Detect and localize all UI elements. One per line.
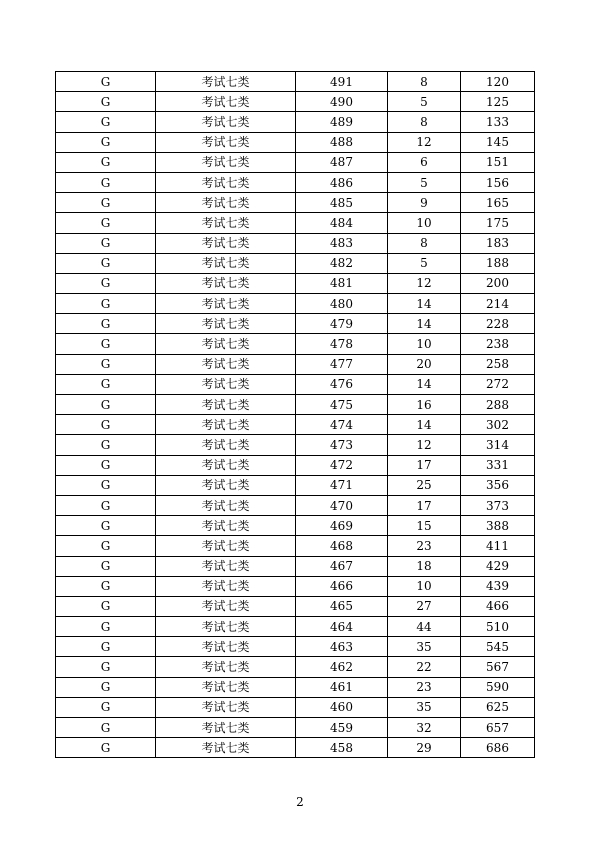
score-cell: 489 bbox=[296, 112, 388, 132]
category-cell: G bbox=[56, 738, 156, 758]
category-cell: G bbox=[56, 536, 156, 556]
category-cell: G bbox=[56, 657, 156, 677]
table-row bbox=[56, 617, 535, 637]
score-cell: 483 bbox=[296, 233, 388, 253]
type-cell: 考试七类 bbox=[156, 273, 296, 293]
category-cell: G bbox=[56, 112, 156, 132]
cumulative-cell: 175 bbox=[461, 213, 535, 233]
type-cell: 考试七类 bbox=[156, 415, 296, 435]
cumulative-cell: 302 bbox=[461, 415, 535, 435]
type-cell: 考试七类 bbox=[156, 354, 296, 374]
count-cell: 12 bbox=[388, 273, 461, 293]
category-cell: G bbox=[56, 132, 156, 152]
score-cell: 463 bbox=[296, 637, 388, 657]
type-cell: 考试七类 bbox=[156, 172, 296, 192]
cumulative-cell: 590 bbox=[461, 677, 535, 697]
count-cell: 35 bbox=[388, 697, 461, 717]
type-cell: 考试七类 bbox=[156, 233, 296, 253]
score-cell: 470 bbox=[296, 495, 388, 515]
cumulative-cell: 120 bbox=[461, 72, 535, 92]
table-row bbox=[56, 334, 535, 354]
count-cell: 12 bbox=[388, 132, 461, 152]
count-cell: 20 bbox=[388, 354, 461, 374]
score-cell: 477 bbox=[296, 354, 388, 374]
type-cell: 考试七类 bbox=[156, 617, 296, 637]
category-cell: G bbox=[56, 718, 156, 738]
type-cell: 考试七类 bbox=[156, 738, 296, 758]
cumulative-cell: 331 bbox=[461, 455, 535, 475]
type-cell: 考试七类 bbox=[156, 435, 296, 455]
count-cell: 29 bbox=[388, 738, 461, 758]
type-cell: 考试七类 bbox=[156, 334, 296, 354]
cumulative-cell: 466 bbox=[461, 596, 535, 616]
type-cell: 考试七类 bbox=[156, 475, 296, 495]
table-row bbox=[56, 193, 535, 213]
count-cell: 23 bbox=[388, 677, 461, 697]
category-cell: G bbox=[56, 395, 156, 415]
count-cell: 22 bbox=[388, 657, 461, 677]
category-cell: G bbox=[56, 172, 156, 192]
category-cell: G bbox=[56, 294, 156, 314]
table-row bbox=[56, 72, 535, 92]
count-cell: 25 bbox=[388, 475, 461, 495]
type-cell: 考试七类 bbox=[156, 152, 296, 172]
category-cell: G bbox=[56, 415, 156, 435]
type-cell: 考试七类 bbox=[156, 536, 296, 556]
category-cell: G bbox=[56, 475, 156, 495]
category-cell: G bbox=[56, 213, 156, 233]
table-row bbox=[56, 596, 535, 616]
count-cell: 9 bbox=[388, 193, 461, 213]
type-cell: 考试七类 bbox=[156, 253, 296, 273]
category-cell: G bbox=[56, 354, 156, 374]
category-cell: G bbox=[56, 314, 156, 334]
table-row bbox=[56, 536, 535, 556]
count-cell: 14 bbox=[388, 314, 461, 334]
count-cell: 8 bbox=[388, 72, 461, 92]
count-cell: 14 bbox=[388, 374, 461, 394]
score-cell: 472 bbox=[296, 455, 388, 475]
count-cell: 10 bbox=[388, 213, 461, 233]
score-cell: 467 bbox=[296, 556, 388, 576]
type-cell: 考试七类 bbox=[156, 697, 296, 717]
score-cell: 464 bbox=[296, 617, 388, 637]
count-cell: 17 bbox=[388, 455, 461, 475]
cumulative-cell: 429 bbox=[461, 556, 535, 576]
type-cell: 考试七类 bbox=[156, 72, 296, 92]
type-cell: 考试七类 bbox=[156, 92, 296, 112]
table-row bbox=[56, 395, 535, 415]
score-cell: 491 bbox=[296, 72, 388, 92]
cumulative-cell: 165 bbox=[461, 193, 535, 213]
cumulative-cell: 156 bbox=[461, 172, 535, 192]
score-cell: 487 bbox=[296, 152, 388, 172]
count-cell: 12 bbox=[388, 435, 461, 455]
table-row bbox=[56, 475, 535, 495]
count-cell: 15 bbox=[388, 516, 461, 536]
category-cell: G bbox=[56, 92, 156, 112]
cumulative-cell: 314 bbox=[461, 435, 535, 455]
category-cell: G bbox=[56, 495, 156, 515]
count-cell: 6 bbox=[388, 152, 461, 172]
table-row bbox=[56, 273, 535, 293]
type-cell: 考试七类 bbox=[156, 294, 296, 314]
count-cell: 10 bbox=[388, 334, 461, 354]
cumulative-cell: 657 bbox=[461, 718, 535, 738]
cumulative-cell: 125 bbox=[461, 92, 535, 112]
table-row bbox=[56, 697, 535, 717]
type-cell: 考试七类 bbox=[156, 374, 296, 394]
table-row bbox=[56, 495, 535, 515]
score-table bbox=[55, 71, 535, 758]
cumulative-cell: 288 bbox=[461, 395, 535, 415]
cumulative-cell: 625 bbox=[461, 697, 535, 717]
table-row bbox=[56, 354, 535, 374]
score-cell: 461 bbox=[296, 677, 388, 697]
score-cell: 480 bbox=[296, 294, 388, 314]
category-cell: G bbox=[56, 193, 156, 213]
count-cell: 5 bbox=[388, 172, 461, 192]
count-cell: 5 bbox=[388, 92, 461, 112]
category-cell: G bbox=[56, 152, 156, 172]
cumulative-cell: 183 bbox=[461, 233, 535, 253]
table-row bbox=[56, 718, 535, 738]
score-cell: 481 bbox=[296, 273, 388, 293]
table-row bbox=[56, 233, 535, 253]
score-cell: 486 bbox=[296, 172, 388, 192]
type-cell: 考试七类 bbox=[156, 657, 296, 677]
count-cell: 27 bbox=[388, 596, 461, 616]
category-cell: G bbox=[56, 455, 156, 475]
score-cell: 459 bbox=[296, 718, 388, 738]
type-cell: 考试七类 bbox=[156, 596, 296, 616]
count-cell: 44 bbox=[388, 617, 461, 637]
score-cell: 488 bbox=[296, 132, 388, 152]
category-cell: G bbox=[56, 273, 156, 293]
category-cell: G bbox=[56, 596, 156, 616]
score-cell: 475 bbox=[296, 395, 388, 415]
score-cell: 474 bbox=[296, 415, 388, 435]
table-row bbox=[56, 435, 535, 455]
table-row bbox=[56, 738, 535, 758]
count-cell: 35 bbox=[388, 637, 461, 657]
count-cell: 17 bbox=[388, 495, 461, 515]
cumulative-cell: 228 bbox=[461, 314, 535, 334]
count-cell: 23 bbox=[388, 536, 461, 556]
cumulative-cell: 200 bbox=[461, 273, 535, 293]
table-row bbox=[56, 314, 535, 334]
type-cell: 考试七类 bbox=[156, 395, 296, 415]
count-cell: 5 bbox=[388, 253, 461, 273]
score-cell: 479 bbox=[296, 314, 388, 334]
score-cell: 490 bbox=[296, 92, 388, 112]
cumulative-cell: 258 bbox=[461, 354, 535, 374]
category-cell: G bbox=[56, 697, 156, 717]
count-cell: 10 bbox=[388, 576, 461, 596]
cumulative-cell: 133 bbox=[461, 112, 535, 132]
cumulative-cell: 439 bbox=[461, 576, 535, 596]
table-row bbox=[56, 415, 535, 435]
table-row bbox=[56, 455, 535, 475]
type-cell: 考试七类 bbox=[156, 314, 296, 334]
score-cell: 465 bbox=[296, 596, 388, 616]
score-cell: 482 bbox=[296, 253, 388, 273]
count-cell: 14 bbox=[388, 294, 461, 314]
table-row bbox=[56, 132, 535, 152]
type-cell: 考试七类 bbox=[156, 213, 296, 233]
table-row bbox=[56, 657, 535, 677]
score-cell: 473 bbox=[296, 435, 388, 455]
score-cell: 484 bbox=[296, 213, 388, 233]
score-cell: 485 bbox=[296, 193, 388, 213]
category-cell: G bbox=[56, 617, 156, 637]
table-row bbox=[56, 92, 535, 112]
category-cell: G bbox=[56, 72, 156, 92]
type-cell: 考试七类 bbox=[156, 132, 296, 152]
category-cell: G bbox=[56, 677, 156, 697]
cumulative-cell: 545 bbox=[461, 637, 535, 657]
category-cell: G bbox=[56, 374, 156, 394]
type-cell: 考试七类 bbox=[156, 556, 296, 576]
category-cell: G bbox=[56, 637, 156, 657]
type-cell: 考试七类 bbox=[156, 112, 296, 132]
cumulative-cell: 145 bbox=[461, 132, 535, 152]
cumulative-cell: 411 bbox=[461, 536, 535, 556]
type-cell: 考试七类 bbox=[156, 576, 296, 596]
cumulative-cell: 188 bbox=[461, 253, 535, 273]
category-cell: G bbox=[56, 233, 156, 253]
count-cell: 16 bbox=[388, 395, 461, 415]
type-cell: 考试七类 bbox=[156, 637, 296, 657]
type-cell: 考试七类 bbox=[156, 495, 296, 515]
score-cell: 468 bbox=[296, 536, 388, 556]
category-cell: G bbox=[56, 556, 156, 576]
table-row bbox=[56, 172, 535, 192]
table-row bbox=[56, 152, 535, 172]
score-cell: 460 bbox=[296, 697, 388, 717]
cumulative-cell: 388 bbox=[461, 516, 535, 536]
type-cell: 考试七类 bbox=[156, 455, 296, 475]
page-number: 2 bbox=[296, 795, 304, 809]
cumulative-cell: 373 bbox=[461, 495, 535, 515]
score-cell: 471 bbox=[296, 475, 388, 495]
score-cell: 469 bbox=[296, 516, 388, 536]
cumulative-cell: 356 bbox=[461, 475, 535, 495]
score-cell: 476 bbox=[296, 374, 388, 394]
table-row bbox=[56, 516, 535, 536]
cumulative-cell: 238 bbox=[461, 334, 535, 354]
count-cell: 8 bbox=[388, 233, 461, 253]
score-cell: 458 bbox=[296, 738, 388, 758]
cumulative-cell: 510 bbox=[461, 617, 535, 637]
score-cell: 462 bbox=[296, 657, 388, 677]
table-row bbox=[56, 576, 535, 596]
table-row bbox=[56, 637, 535, 657]
table-row bbox=[56, 677, 535, 697]
count-cell: 14 bbox=[388, 415, 461, 435]
count-cell: 18 bbox=[388, 556, 461, 576]
table-body bbox=[56, 72, 535, 758]
category-cell: G bbox=[56, 576, 156, 596]
count-cell: 8 bbox=[388, 112, 461, 132]
category-cell: G bbox=[56, 334, 156, 354]
category-cell: G bbox=[56, 435, 156, 455]
table-row bbox=[56, 213, 535, 233]
cumulative-cell: 686 bbox=[461, 738, 535, 758]
score-cell: 478 bbox=[296, 334, 388, 354]
type-cell: 考试七类 bbox=[156, 718, 296, 738]
table-row bbox=[56, 294, 535, 314]
count-cell: 32 bbox=[388, 718, 461, 738]
table-row bbox=[56, 253, 535, 273]
category-cell: G bbox=[56, 253, 156, 273]
type-cell: 考试七类 bbox=[156, 677, 296, 697]
category-cell: G bbox=[56, 516, 156, 536]
table-row bbox=[56, 556, 535, 576]
table-row bbox=[56, 112, 535, 132]
cumulative-cell: 272 bbox=[461, 374, 535, 394]
type-cell: 考试七类 bbox=[156, 193, 296, 213]
table-row bbox=[56, 374, 535, 394]
score-cell: 466 bbox=[296, 576, 388, 596]
cumulative-cell: 151 bbox=[461, 152, 535, 172]
cumulative-cell: 567 bbox=[461, 657, 535, 677]
type-cell: 考试七类 bbox=[156, 516, 296, 536]
cumulative-cell: 214 bbox=[461, 294, 535, 314]
